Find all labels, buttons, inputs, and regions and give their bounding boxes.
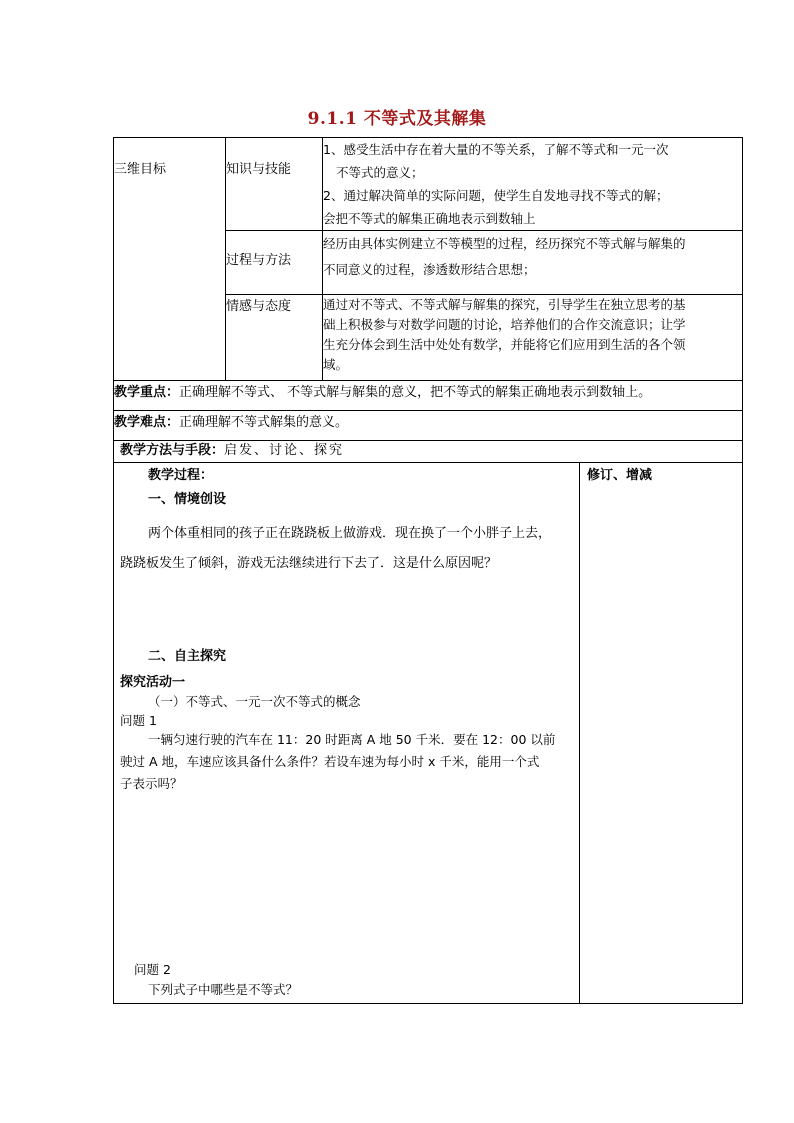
problem1-line: 一辆匀速行驶的汽车在 11：20 时距离 A 地 50 千米．要在 12：00 以前: [148, 732, 556, 747]
goal-category: 过程与方法: [226, 253, 292, 268]
goal-category-cell: [226, 295, 323, 381]
difficulty-label: 教学难点：: [114, 415, 180, 430]
goal-row-knowledge: [114, 138, 743, 231]
key-point-text: 正确理解不等式、 不等式解与解集的意义，把不等式的解集正确地表示到数轴上。: [179, 385, 652, 400]
goal-content-cell: [323, 295, 743, 381]
goal-line: 2、通过解决简单的实际问题，使学生自发地寻找不等式的解；: [323, 188, 669, 203]
methods-cell: [114, 441, 743, 463]
document-title: 9.1.1 不等式及其解集: [307, 109, 487, 129]
section1-title: 一、情境创设: [148, 492, 227, 507]
problem1-line: 子表示吗？: [120, 776, 183, 791]
process-heading: 教学过程：: [148, 468, 214, 483]
problem1-body: [120, 729, 583, 795]
goal-category-cell: [226, 138, 323, 231]
revision-heading: 修订、增减: [587, 468, 653, 483]
methods-label: 教学方法与手段：: [120, 443, 225, 458]
process-cell: [114, 463, 580, 1004]
activity-subtitle: （一）不等式、一元一次不等式的概念: [148, 694, 361, 709]
problem2-text: 下列式子中哪些是不等式？: [148, 982, 299, 997]
lesson-plan-table: [113, 137, 743, 1004]
goal-line: 域。: [323, 357, 349, 372]
key-point-row: [114, 381, 743, 411]
revision-cell: [580, 463, 743, 1004]
methods-text: 启发、讨论、探究: [224, 443, 345, 458]
goal-line: 1、感受生活中存在着大量的不等关系，了解不等式和一元一次: [323, 142, 669, 157]
section2-title: 二、自主探究: [148, 649, 227, 664]
problem1-label: 问题 1: [120, 713, 157, 728]
key-point-label: 教学重点：: [114, 385, 180, 400]
goal-line: 础上积极参与对数学问题的讨论，培养他们的合作交流意识；让学: [323, 317, 686, 332]
goals-label: 三维目标: [114, 162, 167, 177]
goal-line: 不等式的意义；: [336, 165, 424, 180]
problem1-line: 驶过 A 地，车速应该具备什么条件？若设车速为每小时 x 千米，能用一个式: [120, 754, 540, 769]
problem2-label: 问题 2: [134, 962, 171, 977]
goal-category: 知识与技能: [226, 162, 292, 177]
goal-line: 生充分体会到生活中处处有数学，并能将它们应用到生活的各个领: [323, 337, 686, 352]
difficulty-row: [114, 411, 743, 441]
process-row: [114, 463, 743, 1004]
goal-line: 不同意义的过程，渗透数形结合思想；: [323, 262, 536, 277]
goal-line: 会把不等式的解集正确地表示到数轴上: [323, 211, 536, 226]
goal-category: 情感与态度: [226, 299, 292, 314]
goal-category-cell: [226, 231, 323, 295]
goals-label-cell: [114, 138, 226, 381]
goal-line: 经历由具体实例建立不等模型的过程，经历探究不等式解与解集的: [323, 236, 686, 251]
difficulty-text: 正确理解不等式解集的意义。: [179, 415, 349, 430]
methods-row: [114, 441, 743, 463]
section1-line: 两个体重相同的孩子正在跷跷板上做游戏．现在换了一个小胖子上去，: [148, 526, 552, 541]
section1-body: [120, 519, 583, 579]
key-point-cell: [114, 381, 743, 411]
goal-content-cell: [323, 231, 743, 295]
activity-title: 探究活动一: [120, 675, 186, 690]
section1-line: 跷跷板发生了倾斜，游戏无法继续进行下去了．这是什么原因呢？: [120, 556, 498, 571]
difficulty-cell: [114, 411, 743, 441]
goal-line: 通过对不等式、不等式解与解集的探究，引导学生在独立思考的基: [323, 297, 686, 312]
goal-content-cell: [323, 138, 743, 231]
